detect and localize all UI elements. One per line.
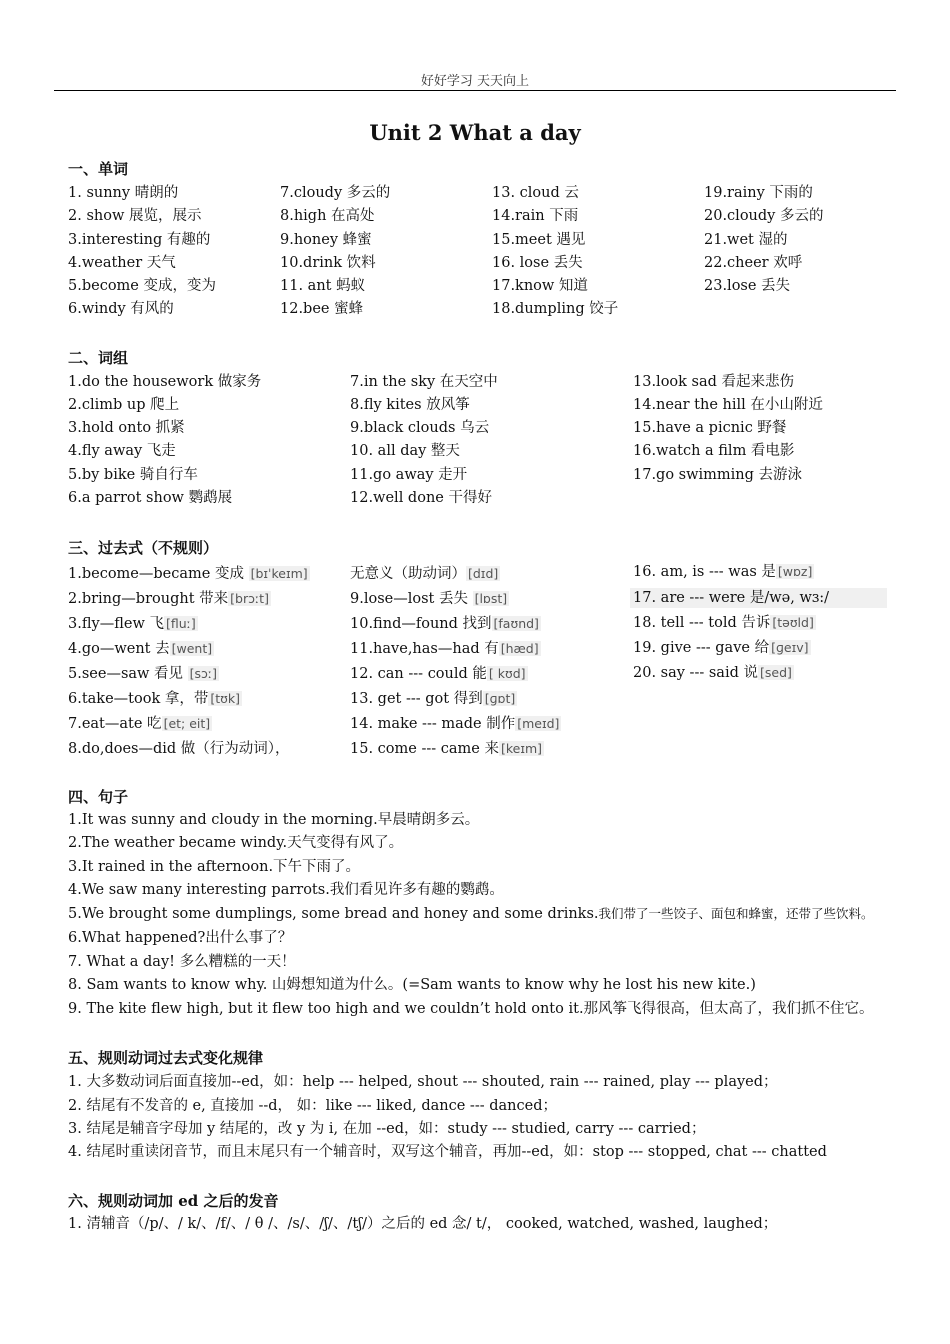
sentence: 9. The kite flew high, but it flew too high and we couldn’t hold onto it.那风筝飞得很高，但太高了，我们抓不住它。 — [68, 1001, 874, 1017]
word-item: 2. show 展览，展示 — [68, 208, 202, 224]
section-words-heading: 一、单词 — [68, 160, 129, 178]
phrase-item: 8.fly kites 放风筝 — [350, 397, 470, 413]
phrase-item: 15.have a picnic 野餐 — [633, 420, 787, 436]
verb-item: 5.see—saw 看见 [sɔː] — [68, 666, 217, 682]
sentence: 8. Sam wants to know why. 山姆想知道为什么。(=Sam wants to know why he lost his new kite.) — [68, 977, 756, 993]
phrase-item: 6.a parrot show 鹦鹉展 — [68, 490, 233, 506]
verb-item: 7.eat—ate 吃 [et; eit] — [68, 716, 211, 732]
verb-item: 16. am, is --- was 是 [wɒz] — [633, 564, 813, 580]
word-item: 4.weather 天气 — [68, 255, 176, 271]
word-item: 7.cloudy 多云的 — [280, 185, 391, 201]
phrase-item: 7.in the sky 在天空中 — [350, 374, 498, 390]
sentence: 3.It rained in the afternoon.下午下雨了。 — [68, 859, 361, 875]
verb-item: 3.fly—flew 飞 [fluː] — [68, 616, 196, 632]
phrase-item: 10. all day 整天 — [350, 443, 460, 459]
word-item: 21.wet 湿的 — [704, 232, 788, 248]
page-title: Unit 2 What a day — [369, 120, 581, 145]
word-item: 8.high 在高处 — [280, 208, 375, 224]
verb-item: 1.become—became 变成 [bɪˈkeɪm] — [68, 566, 308, 582]
sentence: 1.It was sunny and cloudy in the morning.早晨晴朗多云。 — [68, 812, 480, 828]
word-item: 14.rain 下雨 — [492, 208, 579, 224]
verb-item: 14. make --- made 制作 [meɪd] — [350, 716, 560, 732]
phrase-item: 16.watch a film 看电影 — [633, 443, 795, 459]
phonetic: [meɪd] — [517, 716, 560, 731]
word-item: 5.become 变成，变为 — [68, 278, 216, 294]
phonetic: [ kʊd] — [488, 666, 526, 681]
phonetic: [brɔːt] — [230, 591, 269, 606]
pronunciation-item: 1. 清辅音（/p/、/ k/、/f/、/ θ /、/s/、/ʃ/、/tʃ/）之后的 ed 念/ t/， cooked, watched, washed, laughed； — [68, 1216, 778, 1232]
phrase-item: 9.black clouds 乌云 — [350, 420, 490, 436]
phonetic: [lɒst] — [474, 591, 508, 606]
verb-item: 20. say --- said 说 [sed] — [633, 665, 792, 681]
section-past-tense-heading: 三、过去式（不规则） — [68, 539, 219, 557]
phonetic: [et; eit] — [163, 716, 211, 731]
word-item: 12.bee 蜜蜂 — [280, 301, 364, 317]
section-regular-rules-heading: 五、规则动词过去式变化规律 — [68, 1049, 264, 1067]
phonetic: [dɪd] — [468, 566, 499, 581]
word-item: 15.meet 遇见 — [492, 232, 586, 248]
word-item: 17.know 知道 — [492, 278, 588, 294]
sentence: 2.The weather became windy.天气变得有风了。 — [68, 835, 404, 851]
verb-item: 12. can --- could 能 [ kʊd] — [350, 666, 526, 682]
word-item: 1. sunny 晴朗的 — [68, 185, 179, 201]
rule-item: 2. 结尾有不发音的 e, 直接加 --d， 如：like --- liked, dance --- danced； — [68, 1098, 557, 1114]
phonetic: [sed] — [759, 665, 792, 680]
phrase-item: 3.hold onto 抓紧 — [68, 420, 185, 436]
word-item: 9.honey 蜂蜜 — [280, 232, 372, 248]
verb-item: 10.find—found 找到 [faʊnd] — [350, 616, 539, 632]
verb-item: 9.lose—lost 丢失 [lɒst] — [350, 591, 508, 607]
word-item: 13. cloud 云 — [492, 185, 579, 201]
word-item: 11. ant 蚂蚁 — [280, 278, 366, 294]
verb-item: 19. give --- gave 给 [ɡeɪv] — [633, 640, 809, 656]
word-item: 18.dumpling 饺子 — [492, 301, 619, 317]
phonetic: [ɡeɪv] — [771, 640, 809, 655]
word-item: 6.windy 有风的 — [68, 301, 174, 317]
phrase-item: 14.near the hill 在小山附近 — [633, 397, 823, 413]
word-item: 16. lose 丢失 — [492, 255, 583, 271]
sentence: 5.We brought some dumplings, some bread and honey and some drinks.我们带了一些饺子、面包和蜂蜜，还带了些饮料。 — [68, 906, 874, 922]
word-item: 3.interesting 有趣的 — [68, 232, 211, 248]
phonetic: [bɪˈkeɪm] — [250, 566, 308, 581]
verb-item: 6.take—took 拿，带 [tʊk] — [68, 691, 240, 707]
rule-item: 1. 大多数动词后面直接加--ed，如：help --- helped, shout --- shouted, rain --- rained, play --- played； — [68, 1074, 778, 1090]
rule-item: 4. 结尾时重读闭音节，而且末尾只有一个辅音时，双写这个辅音，再加--ed，如：stop --- stopped, chat --- chatted — [68, 1144, 827, 1160]
phonetic: [went] — [171, 641, 213, 656]
word-item: 10.drink 饮料 — [280, 255, 376, 271]
phrase-item: 1.do the housework 做家务 — [68, 374, 262, 390]
phrase-item: 12.well done 干得好 — [350, 490, 492, 506]
phonetic: [wɒz] — [777, 564, 813, 579]
phonetic: [təʊld] — [772, 615, 814, 630]
verb-item: 2.bring—brought 带来 [brɔːt] — [68, 591, 269, 607]
phrase-item: 2.climb up 爬上 — [68, 397, 180, 413]
word-item: 20.cloudy 多云的 — [704, 208, 824, 224]
sentence: 6.What happened?出什么事了？ — [68, 930, 293, 946]
phrase-item: 5.by bike 骑自行车 — [68, 467, 198, 483]
page-header: 好好学习 天天向上 — [420, 74, 530, 89]
phrase-item: 11.go away 走开 — [350, 467, 468, 483]
verb-item: 13. get --- got 得到 [ɡɒt] — [350, 691, 516, 707]
phonetic: [tʊk] — [210, 691, 240, 706]
phrase-item: 4.fly away 飞走 — [68, 443, 176, 459]
phrase-item: 13.look sad 看起来悲伤 — [633, 374, 795, 390]
section-ed-pronunciation-heading: 六、规则动词加 ed 之后的发音 — [68, 1192, 279, 1210]
phonetic: [keɪm] — [500, 741, 543, 756]
verb-item: 18. tell --- told 告诉 [təʊld] — [633, 615, 814, 631]
rule-item: 3. 结尾是辅音字母加 y 结尾的，改 y 为 i, 在加 --ed，如：study --- studied, carry --- carried； — [68, 1121, 706, 1137]
verb-item: 8.do,does—did 做（行为动词）， — [68, 741, 290, 757]
sentence: 7. What a day! 多么糟糕的一天！ — [68, 954, 296, 970]
section-phrases-heading: 二、词组 — [68, 349, 129, 367]
word-item: 22.cheer 欢呼 — [704, 255, 803, 271]
verb-item: 无意义（助动词） [dɪd] — [350, 566, 499, 582]
phonetic: [fluː] — [165, 616, 196, 631]
verb-item: 11.have,has—had 有 [hæd] — [350, 641, 539, 657]
word-item: 19.rainy 下雨的 — [704, 185, 813, 201]
phonetic: [ɡɒt] — [484, 691, 516, 706]
phonetic: [sɔː] — [189, 666, 217, 681]
sentence: 4.We saw many interesting parrots.我们看见许多有趣的鹦鹉。 — [68, 882, 504, 898]
phrase-item: 17.go swimming 去游泳 — [633, 467, 803, 483]
section-sentences-heading: 四、句子 — [68, 788, 129, 806]
phonetic: [hæd] — [500, 641, 539, 656]
header-divider — [54, 90, 896, 91]
phonetic: [faʊnd] — [493, 616, 539, 631]
verb-item: 15. come --- came 来 [keɪm] — [350, 741, 543, 757]
verb-item-highlighted: 17. are --- were 是/wə, wɜ:/ — [630, 588, 887, 608]
verb-item: 4.go—went 去 [went] — [68, 641, 213, 657]
word-item: 23.lose 丢失 — [704, 278, 791, 294]
